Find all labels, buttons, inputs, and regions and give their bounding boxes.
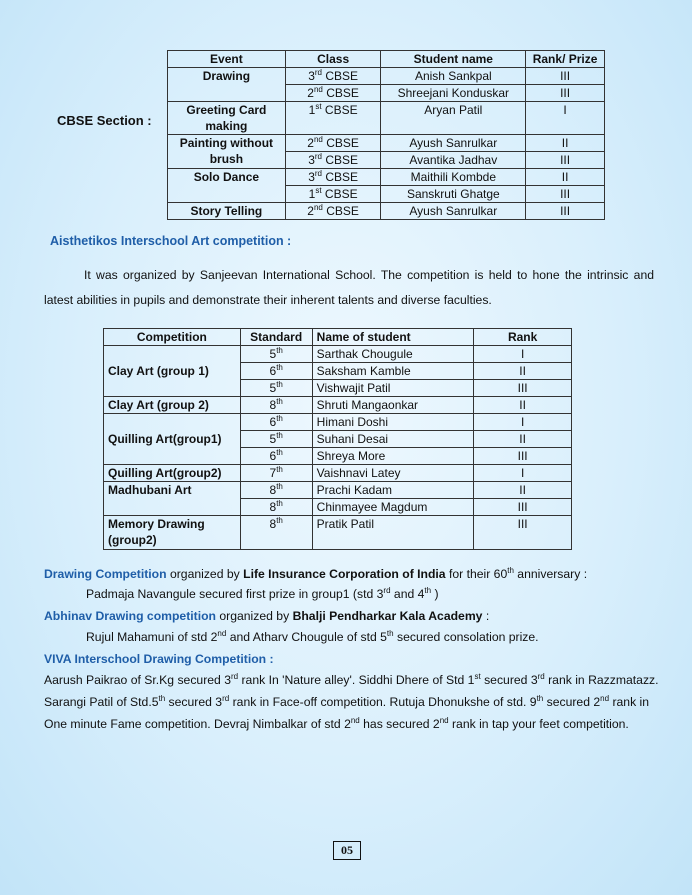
event-cell: Drawing: [168, 68, 286, 102]
cbse-section-label: CBSE Section :: [57, 113, 152, 128]
lic-winner-line: Padmaja Navangule secured first prize in group1 (std 3rd and 4th ): [86, 585, 439, 601]
abhinav-lead: Abhinav Drawing competition: [44, 609, 216, 623]
event-cell: Greeting Card making: [168, 102, 286, 135]
rank-cell: I: [474, 414, 572, 431]
standard-cell: 8th: [240, 516, 312, 550]
table-row: [104, 414, 572, 431]
viva-line-3: One minute Fame competition. Devraj Nimbalkar of std 2nd has secured 2nd rank in tap your feet competition.: [44, 715, 629, 731]
table-row: [168, 203, 605, 220]
student-cell: Avantika Jadhav: [381, 152, 526, 169]
student-cell: Chinmayee Magdum: [312, 499, 474, 516]
header-event: Event: [168, 51, 286, 68]
table-row: [168, 68, 605, 85]
student-cell: Maithili Kombde: [381, 169, 526, 186]
standard-cell: 7th: [240, 465, 312, 482]
event-cell: Solo Dance: [168, 169, 286, 203]
student-cell: Sanskruti Ghatge: [381, 186, 526, 203]
student-cell: Sarthak Chougule: [312, 346, 474, 363]
rank-cell: III: [474, 380, 572, 397]
student-cell: Shreya More: [312, 448, 474, 465]
header-competition: Competition: [104, 329, 241, 346]
table-header-row: [168, 51, 605, 68]
competition-cell: Quilling Art(group1): [104, 414, 241, 465]
standard-cell: 5th: [240, 346, 312, 363]
competition-cell: Clay Art (group 2): [104, 397, 241, 414]
page-number: 05: [333, 841, 361, 860]
table-row: [104, 397, 572, 414]
header-standard: Standard: [240, 329, 312, 346]
table-row: [104, 346, 572, 363]
standard-cell: 6th: [240, 363, 312, 380]
abhinav-org: Bhalji Pendharkar Kala Academy: [292, 609, 483, 623]
aisthetikos-paragraph: It was organized by Sanjeevan International School. The competition is held to hone the intrinsic and latest abilities in pupils and demonstrate their inherent talents and diverse faculties.: [44, 268, 654, 307]
standard-cell: 6th: [240, 414, 312, 431]
table-header-row: [104, 329, 572, 346]
competition-cell: Clay Art (group 1): [104, 346, 241, 397]
competition-cell: Madhubani Art: [104, 482, 241, 516]
rank-cell: III: [474, 499, 572, 516]
header-name-of-student: Name of student: [312, 329, 474, 346]
competition-cell: Quilling Art(group2): [104, 465, 241, 482]
rank-cell: III: [526, 186, 605, 203]
rank-cell: I: [474, 465, 572, 482]
class-cell: 2nd CBSE: [285, 135, 381, 152]
student-cell: Ayush Sanrulkar: [381, 203, 526, 220]
standard-cell: 5th: [240, 431, 312, 448]
viva-heading: VIVA Interschool Drawing Competition :: [44, 652, 274, 666]
student-cell: Suhani Desai: [312, 431, 474, 448]
class-cell: 3rd CBSE: [285, 169, 381, 186]
table-row: [104, 465, 572, 482]
class-cell: 1st CBSE: [285, 102, 381, 135]
student-cell: Anish Sankpal: [381, 68, 526, 85]
table-row: [168, 135, 605, 152]
header-class: Class: [285, 51, 381, 68]
viva-line-2: Sarangi Patil of Std.5th secured 3rd rank in Face-off competition. Rutuja Dhonukshe of std. 9th secured 2nd rank in: [44, 693, 650, 709]
art-results-table: [103, 328, 572, 550]
student-cell: Shreejani Konduskar: [381, 85, 526, 102]
standard-cell: 5th: [240, 380, 312, 397]
table-row: [104, 482, 572, 499]
rank-cell: II: [526, 169, 605, 186]
rank-cell: III: [526, 152, 605, 169]
rank-cell: I: [474, 346, 572, 363]
lic-org: Life Insurance Corporation of India: [243, 567, 446, 581]
rank-cell: II: [474, 397, 572, 414]
rank-cell: II: [474, 431, 572, 448]
student-cell: Aryan Patil: [381, 102, 526, 135]
header-student-name: Student name: [381, 51, 526, 68]
standard-cell: 8th: [240, 397, 312, 414]
table-row: [168, 169, 605, 186]
competition-cell: Memory Drawing (group2): [104, 516, 241, 550]
student-cell: Saksham Kamble: [312, 363, 474, 380]
standard-cell: 6th: [240, 448, 312, 465]
rank-cell: II: [526, 135, 605, 152]
table-row: [168, 102, 605, 135]
class-cell: 2nd CBSE: [285, 85, 381, 102]
class-cell: 2nd CBSE: [285, 203, 381, 220]
rank-cell: III: [474, 448, 572, 465]
rank-cell: I: [526, 102, 605, 135]
event-cell: Painting without brush: [168, 135, 286, 169]
rank-cell: III: [526, 85, 605, 102]
student-cell: Ayush Sanrulkar: [381, 135, 526, 152]
student-cell: Vishwajit Patil: [312, 380, 474, 397]
student-cell: Vaishnavi Latey: [312, 465, 474, 482]
header-rank-prize: Rank/ Prize: [526, 51, 605, 68]
student-cell: Pratik Patil: [312, 516, 474, 550]
class-cell: 1st CBSE: [285, 186, 381, 203]
header-rank: Rank: [474, 329, 572, 346]
abhinav-line: Abhinav Drawing competition organized by Bhalji Pendharkar Kala Academy :: [44, 609, 490, 623]
rank-cell: II: [474, 482, 572, 499]
rank-cell: III: [474, 516, 572, 550]
standard-cell: 8th: [240, 499, 312, 516]
table-row: [104, 516, 572, 550]
cbse-results-table: [167, 50, 605, 220]
class-cell: 3rd CBSE: [285, 68, 381, 85]
rank-cell: III: [526, 203, 605, 220]
abhinav-winner-line: Rujul Mahamuni of std 2nd and Atharv Chougule of std 5th secured consolation prize.: [86, 628, 539, 644]
rank-cell: III: [526, 68, 605, 85]
rank-cell: II: [474, 363, 572, 380]
aisthetikos-heading: Aisthetikos Interschool Art competition :: [50, 234, 292, 248]
student-cell: Himani Doshi: [312, 414, 474, 431]
standard-cell: 8th: [240, 482, 312, 499]
student-cell: Prachi Kadam: [312, 482, 474, 499]
viva-line-1: Aarush Paikrao of Sr.Kg secured 3rd rank In 'Nature alley'. Siddhi Dhere of Std 1st secured 3rd rank in Razzmatazz.: [44, 671, 659, 687]
class-cell: 3rd CBSE: [285, 152, 381, 169]
lic-lead: Drawing Competition: [44, 567, 167, 581]
student-cell: Shruti Mangaonkar: [312, 397, 474, 414]
event-cell: Story Telling: [168, 203, 286, 220]
lic-line: Drawing Competition organized by Life Insurance Corporation of India for their 60th anniversary :: [44, 565, 588, 581]
